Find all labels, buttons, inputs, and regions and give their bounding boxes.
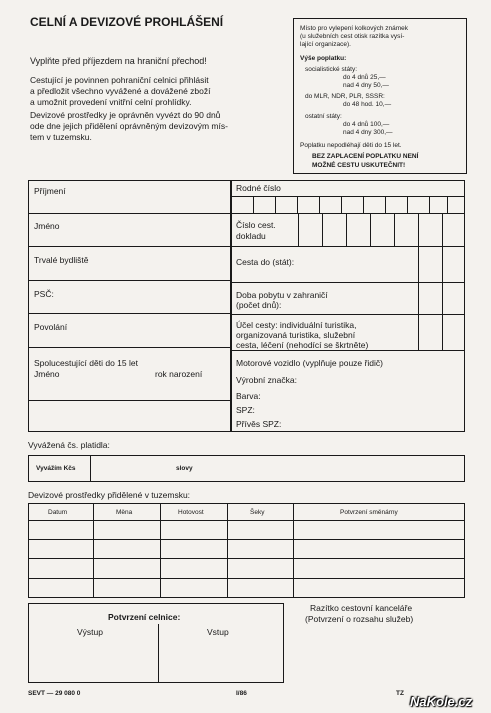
customs-heading: Potvrzení celnice: — [108, 612, 181, 622]
fee-row: do 4 dnů 25,— — [343, 74, 386, 81]
page-title: CELNÍ A DEVIZOVÉ PROHLÁŠENÍ — [30, 15, 224, 29]
watermark-logo: NaKole.cz — [410, 694, 473, 709]
stamp-intro-line: Místo pro vylepení kolkových známek — [300, 25, 409, 32]
export-amount-box[interactable] — [28, 455, 465, 482]
export-heading: Vyvážená čs. platidla: — [28, 440, 110, 450]
fee-children-note: Poplatku nepodléhají děti do 15 let. — [300, 142, 402, 149]
agency-stamp-label: Razítko cestovní kanceláře — [310, 603, 413, 613]
residence-field[interactable]: Trvalé bydliště — [34, 255, 89, 265]
fee-row: nad 4 dny 300,— — [343, 129, 393, 136]
postcode-field[interactable]: PSČ: — [34, 289, 54, 299]
vehicle-brand-field[interactable]: Výrobní značka: — [236, 375, 297, 385]
stamp-intro-line: (u služebních cest otisk razítka vysí- — [300, 33, 405, 40]
fee-warning: BEZ ZAPLACENÍ POPLATKU NENÍ — [312, 153, 419, 160]
agency-stamp-note: (Potvrzení o rozsahu služeb) — [305, 614, 414, 624]
column-header: Šeky — [250, 509, 265, 516]
fee-row: nad 4 dny 50,— — [343, 82, 389, 89]
column-header: Potvrzení směnárny — [340, 509, 398, 516]
first-name-field[interactable]: Jméno — [34, 221, 60, 231]
fee-row: do 4 dnů 100,— — [343, 121, 390, 128]
vehicle-color-field[interactable]: Barva: — [236, 391, 261, 401]
destination-field[interactable]: Cesta do (stát): — [236, 257, 295, 267]
fee-warning: MOŽNÉ CESTU USKUTEČNIT! — [312, 162, 406, 169]
occupation-field[interactable]: Povolání — [34, 322, 68, 332]
fee-socialist-label: socialistické státy: — [305, 66, 358, 73]
export-words-label: slovy — [176, 465, 193, 472]
column-header: Měna — [116, 509, 133, 516]
vehicle-plate-field[interactable]: SPZ: — [236, 405, 255, 415]
form-tz: TZ — [396, 690, 404, 697]
fee-mlr-label: do MLR, NDR, PLR, SSSR: — [305, 93, 385, 100]
fee-other-label: ostatní státy: — [305, 113, 342, 120]
fee-heading: Výše poplatku: — [300, 55, 347, 62]
children-field[interactable]: Spolucestující děti do 15 let — [34, 358, 138, 368]
fee-row: do 48 hod. 10,— — [343, 101, 392, 108]
form-edition: I/86 — [236, 690, 247, 697]
surname-field[interactable]: Příjmení — [34, 186, 66, 196]
customs-exit-field[interactable]: Výstup — [77, 627, 103, 637]
form-code: SEVT — 29 080 0 — [28, 690, 81, 697]
children-name-label: Jméno — [34, 369, 60, 379]
trailer-plate-field[interactable]: Přívěs SPZ: — [236, 419, 282, 429]
column-header: Hotovost — [178, 509, 204, 516]
vehicle-heading: Motorové vozidlo (vyplňuje pouze řidič) — [236, 358, 383, 368]
birth-number-field[interactable]: Rodné číslo — [236, 183, 281, 193]
children-year-label: rok narození — [155, 369, 203, 379]
stamp-intro-line: lající organizace). — [300, 41, 351, 48]
export-amount-label: Vyvážím Kčs — [36, 465, 76, 472]
instruction-subtitle: Vyplňte před příjezdem na hraniční přechod! — [30, 56, 207, 66]
customs-entry-field[interactable]: Vstup — [207, 627, 229, 637]
currency-heading: Devizové prostředky přidělené v tuzemsku: — [28, 490, 191, 500]
column-header: Datum — [48, 509, 68, 516]
